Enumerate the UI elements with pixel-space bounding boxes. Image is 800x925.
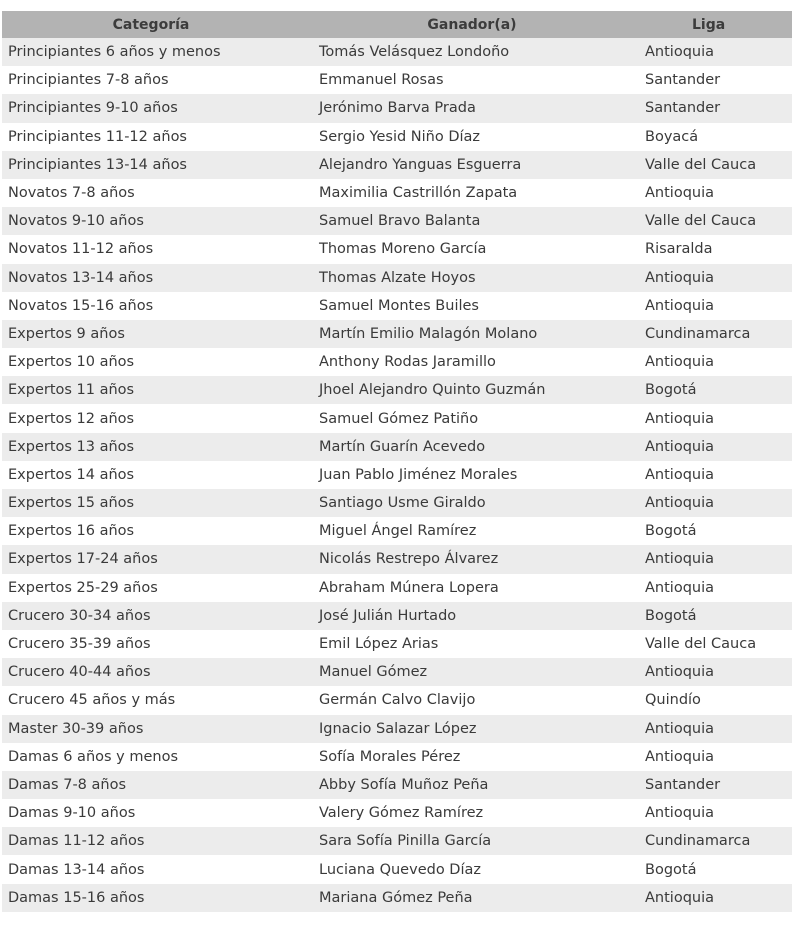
cell-categoria: Novatos 15-16 años <box>8 297 154 314</box>
cell-liga: Bogotá <box>645 861 697 878</box>
table-body <box>2 38 792 912</box>
cell-liga: Antioquia <box>645 410 715 427</box>
cell-ganador: Juan Pablo Jiménez Morales <box>319 466 518 483</box>
cell-ganador: Sergio Yesid Niño Díaz <box>319 128 481 145</box>
cell-liga: Antioquia <box>645 579 715 596</box>
table-row <box>2 545 792 573</box>
cell-categoria: Expertos 17-24 años <box>8 551 158 568</box>
cell-ganador: Abraham Múnera Lopera <box>319 579 499 596</box>
table-row <box>2 207 792 235</box>
cell-liga: Quindío <box>645 692 701 709</box>
table-row <box>2 489 792 517</box>
table-row <box>2 376 792 404</box>
cell-ganador: Samuel Bravo Balanta <box>319 213 481 230</box>
cell-ganador: Valery Gómez Ramírez <box>319 805 484 822</box>
table-row <box>2 771 792 799</box>
cell-categoria: Expertos 15 años <box>8 495 135 512</box>
cell-categoria: Damas 15-16 años <box>8 889 145 906</box>
cell-ganador: Mariana Gómez Peña <box>319 889 473 906</box>
table-row <box>2 602 792 630</box>
cell-liga: Antioquia <box>645 438 715 455</box>
cell-categoria: Principiantes 9-10 años <box>8 100 178 117</box>
table-row <box>2 320 792 348</box>
table-row <box>2 292 792 320</box>
table-row <box>2 348 792 376</box>
cell-liga: Antioquia <box>645 889 715 906</box>
table-row <box>2 94 792 122</box>
cell-categoria: Damas 6 años y menos <box>8 748 179 765</box>
cell-ganador: Jerónimo Barva Prada <box>319 100 476 117</box>
table-row <box>2 38 792 66</box>
cell-categoria: Expertos 12 años <box>8 410 135 427</box>
cell-liga: Bogotá <box>645 382 697 399</box>
cell-liga: Bogotá <box>645 607 697 624</box>
table-row <box>2 686 792 714</box>
cell-categoria: Novatos 7-8 años <box>8 185 135 202</box>
cell-categoria: Expertos 13 años <box>8 438 135 455</box>
cell-ganador: Martín Emilio Malagón Molano <box>319 325 538 342</box>
cell-ganador: Germán Calvo Clavijo <box>319 692 476 709</box>
cell-categoria: Expertos 10 años <box>8 354 135 371</box>
cell-liga: Bogotá <box>645 523 697 540</box>
table-row <box>2 66 792 94</box>
cell-ganador: Luciana Quevedo Díaz <box>319 861 481 878</box>
cell-liga: Antioquia <box>645 44 715 61</box>
cell-liga: Antioquia <box>645 269 715 286</box>
header-categoria: Categoría <box>112 16 190 33</box>
cell-categoria: Master 30-39 años <box>8 720 144 737</box>
header-liga: Liga <box>692 16 726 33</box>
table-row <box>2 715 792 743</box>
cell-categoria: Novatos 11-12 años <box>8 241 154 258</box>
cell-categoria: Principiantes 7-8 años <box>8 72 169 89</box>
table-row <box>2 884 792 912</box>
results-table <box>2 11 792 912</box>
table-row <box>2 630 792 658</box>
cell-ganador: Emmanuel Rosas <box>319 72 444 89</box>
cell-ganador: Sofía Morales Pérez <box>319 748 461 765</box>
cell-ganador: Thomas Alzate Hoyos <box>319 269 476 286</box>
cell-categoria: Crucero 30-34 años <box>8 607 151 624</box>
cell-categoria: Novatos 9-10 años <box>8 213 144 230</box>
cell-liga: Valle del Cauca <box>645 213 757 230</box>
cell-ganador: Nicolás Restrepo Álvarez <box>319 551 499 568</box>
cell-ganador: Martín Guarín Acevedo <box>319 438 486 455</box>
cell-liga: Cundinamarca <box>645 325 751 342</box>
cell-categoria: Expertos 16 años <box>8 523 135 540</box>
cell-ganador: Samuel Gómez Patiño <box>319 410 479 427</box>
cell-categoria: Expertos 25-29 años <box>8 579 158 596</box>
cell-categoria: Crucero 45 años y más <box>8 692 176 709</box>
cell-liga: Risaralda <box>645 241 713 258</box>
cell-ganador: Santiago Usme Giraldo <box>319 495 486 512</box>
cell-ganador: Miguel Ángel Ramírez <box>319 523 477 540</box>
cell-liga: Antioquia <box>645 495 715 512</box>
cell-liga: Antioquia <box>645 748 715 765</box>
cell-ganador: Manuel Gómez <box>319 664 428 681</box>
cell-categoria: Expertos 11 años <box>8 382 135 399</box>
cell-ganador: Thomas Moreno García <box>319 241 487 258</box>
cell-liga: Santander <box>645 72 721 89</box>
cell-categoria: Expertos 14 años <box>8 466 135 483</box>
header-ganador: Ganador(a) <box>427 16 517 33</box>
cell-liga: Antioquia <box>645 466 715 483</box>
table-row <box>2 799 792 827</box>
cell-ganador: Abby Sofía Muñoz Peña <box>319 776 489 793</box>
table-row <box>2 574 792 602</box>
cell-ganador: Emil López Arias <box>319 636 439 653</box>
cell-categoria: Principiantes 11-12 años <box>8 128 187 145</box>
cell-ganador: Samuel Montes Builes <box>319 297 479 314</box>
cell-liga: Valle del Cauca <box>645 636 757 653</box>
cell-liga: Santander <box>645 776 721 793</box>
cell-categoria: Principiantes 6 años y menos <box>8 44 221 61</box>
table-row <box>2 235 792 263</box>
table-row <box>2 433 792 461</box>
cell-liga: Boyacá <box>645 128 699 145</box>
cell-ganador: Tomás Velásquez Londoño <box>319 44 510 61</box>
cell-categoria: Novatos 13-14 años <box>8 269 154 286</box>
table-row <box>2 123 792 151</box>
header-row <box>2 11 792 38</box>
cell-liga: Valle del Cauca <box>645 156 757 173</box>
cell-ganador: Alejandro Yanguas Esguerra <box>319 156 522 173</box>
table-row <box>2 264 792 292</box>
table-row <box>2 151 792 179</box>
table-row <box>2 743 792 771</box>
cell-liga: Cundinamarca <box>645 833 751 850</box>
cell-ganador: Anthony Rodas Jaramillo <box>319 354 496 371</box>
cell-categoria: Damas 13-14 años <box>8 861 145 878</box>
cell-liga: Antioquia <box>645 551 715 568</box>
cell-liga: Antioquia <box>645 805 715 822</box>
cell-ganador: Jhoel Alejandro Quinto Guzmán <box>319 382 546 399</box>
cell-liga: Antioquia <box>645 664 715 681</box>
cell-categoria: Damas 7-8 años <box>8 776 127 793</box>
table-row <box>2 179 792 207</box>
cell-liga: Antioquia <box>645 354 715 371</box>
cell-categoria: Damas 11-12 años <box>8 833 145 850</box>
cell-ganador: Sara Sofía Pinilla García <box>319 833 492 850</box>
table-row <box>2 827 792 855</box>
cell-liga: Antioquia <box>645 297 715 314</box>
cell-categoria: Crucero 35-39 años <box>8 636 151 653</box>
table-row <box>2 461 792 489</box>
cell-categoria: Principiantes 13-14 años <box>8 156 187 173</box>
table-row <box>2 517 792 545</box>
cell-ganador: Maximilia Castrillón Zapata <box>319 185 518 202</box>
table-row <box>2 855 792 883</box>
cell-ganador: Ignacio Salazar López <box>319 720 477 737</box>
cell-categoria: Expertos 9 años <box>8 325 125 342</box>
table-header <box>2 11 792 38</box>
cell-categoria: Crucero 40-44 años <box>8 664 151 681</box>
cell-ganador: José Julián Hurtado <box>319 607 457 624</box>
cell-categoria: Damas 9-10 años <box>8 805 136 822</box>
table-row <box>2 658 792 686</box>
table-row <box>2 404 792 432</box>
cell-liga: Antioquia <box>645 185 715 202</box>
cell-liga: Antioquia <box>645 720 715 737</box>
cell-liga: Santander <box>645 100 721 117</box>
